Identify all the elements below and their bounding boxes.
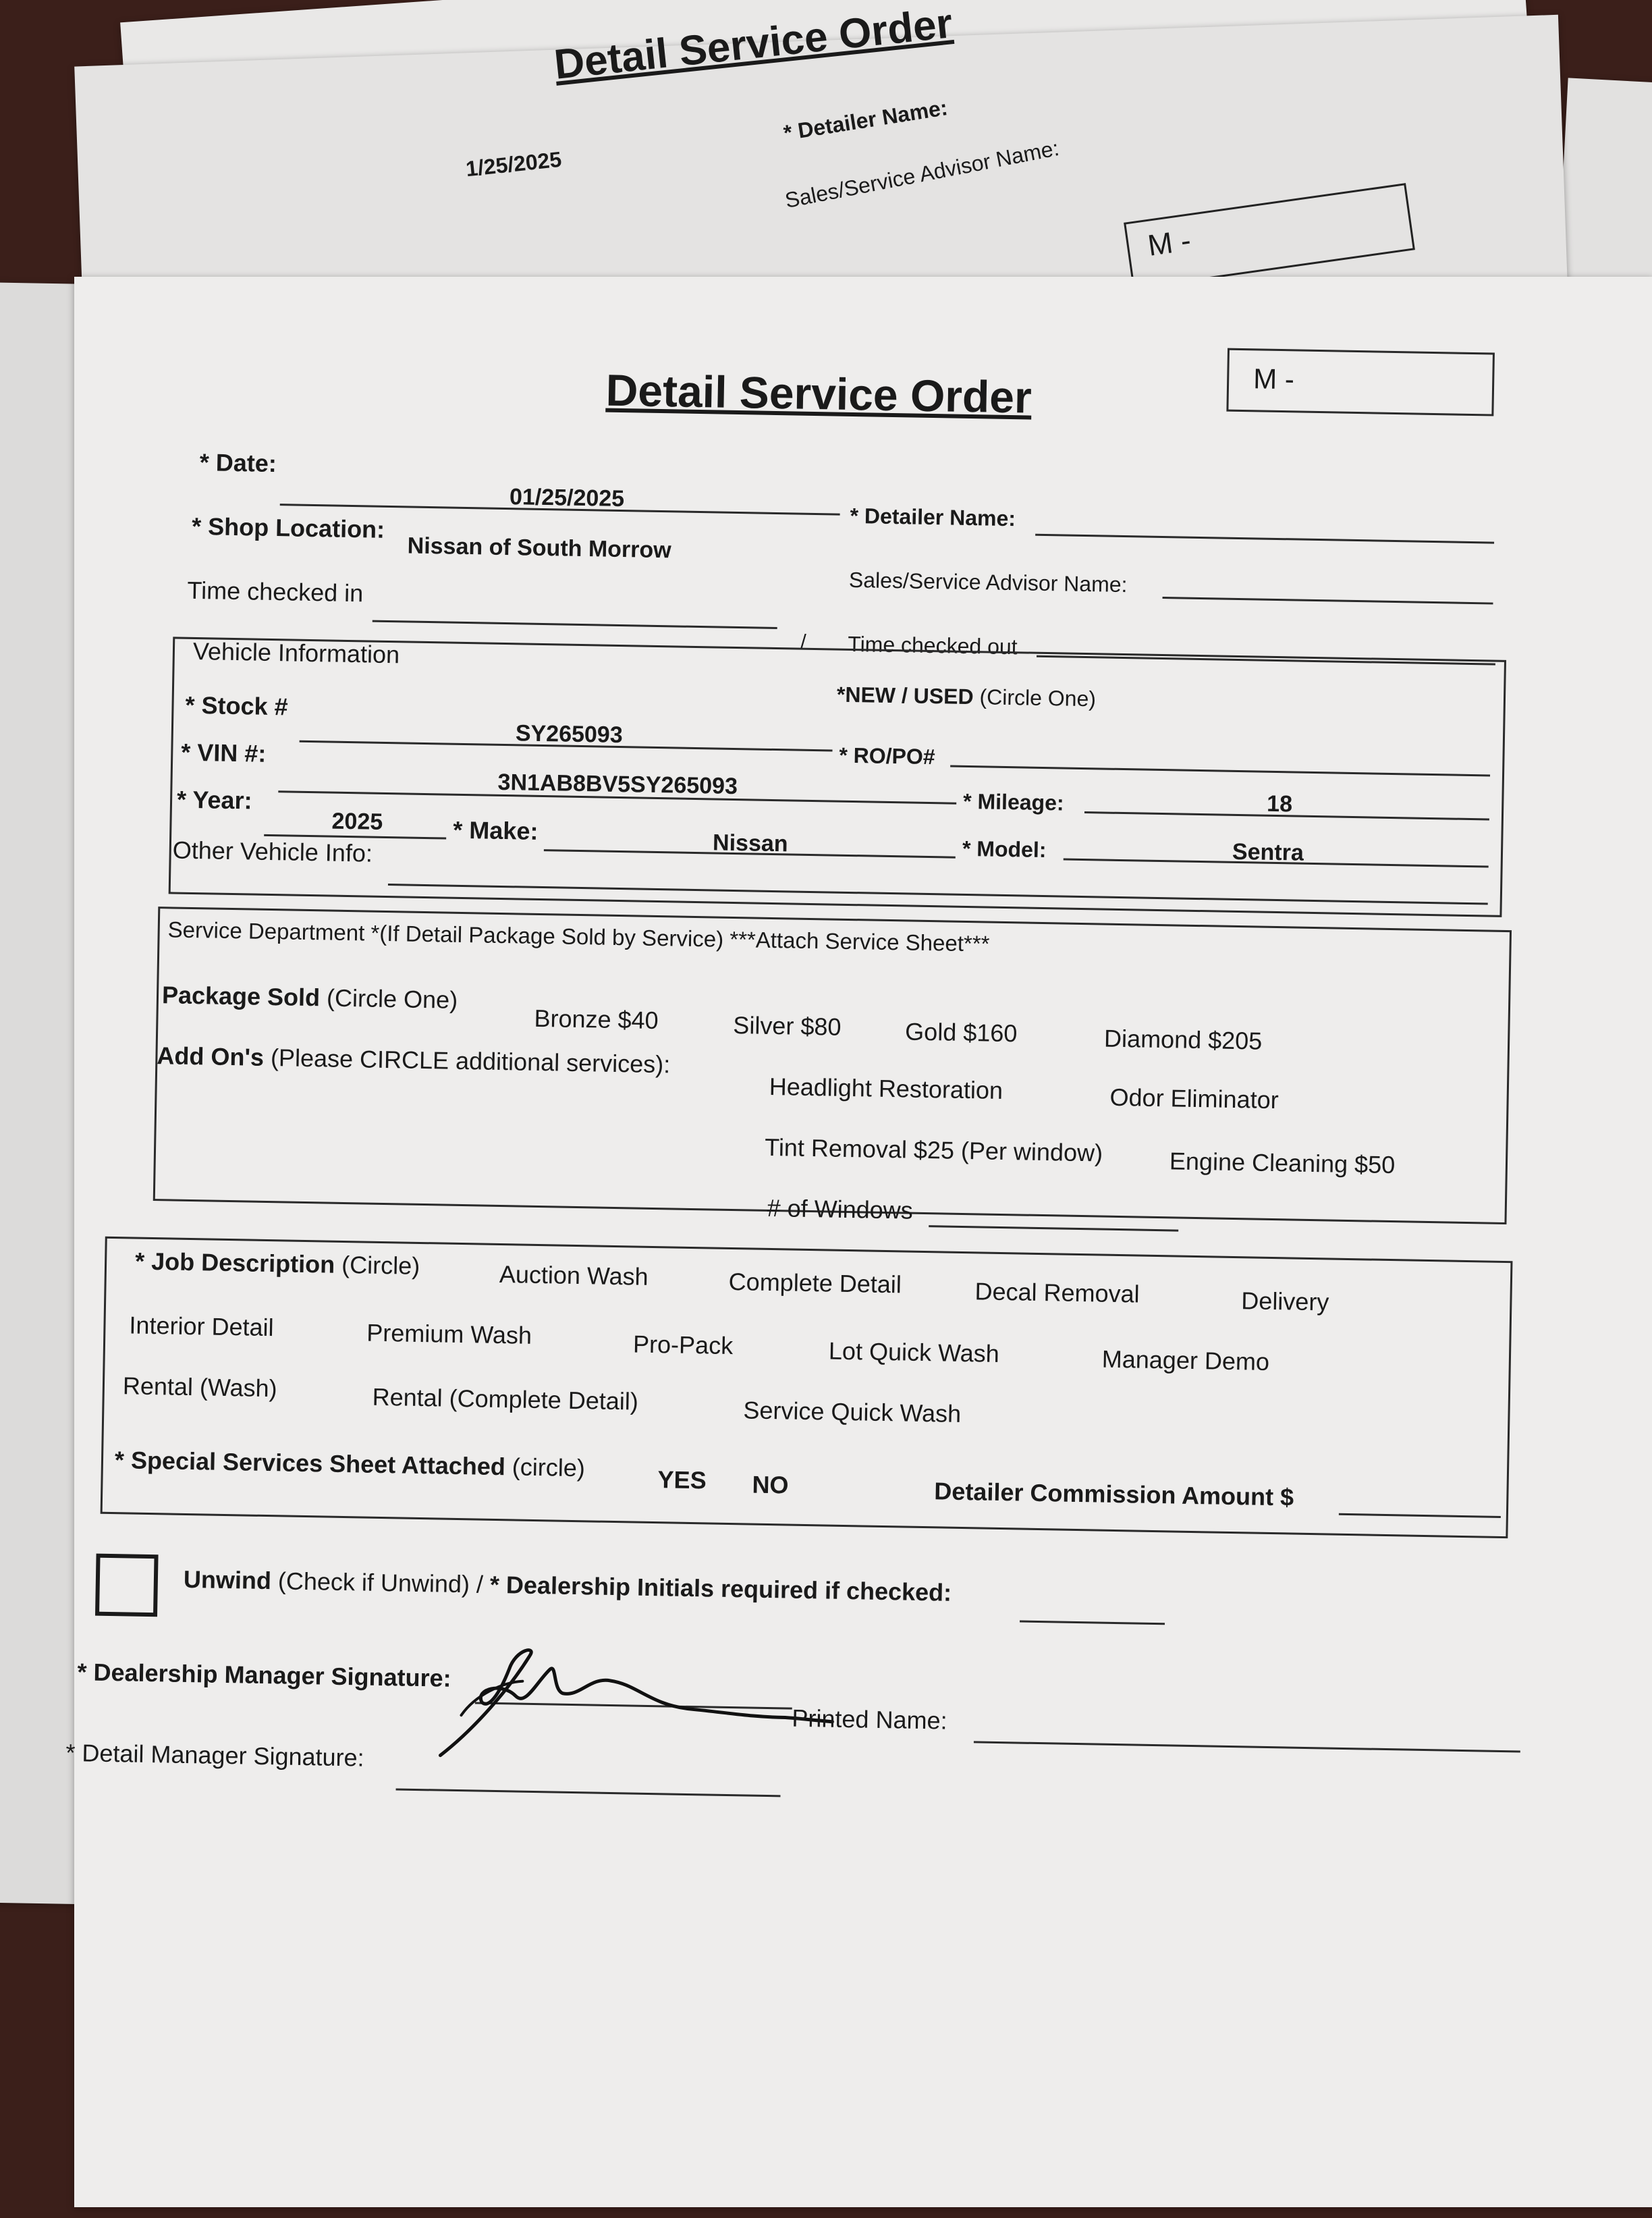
m-number-box[interactable]: [1226, 348, 1495, 416]
unwind-hint: (Check if Unwind) /: [277, 1567, 484, 1598]
special-services-yes[interactable]: YES: [657, 1465, 707, 1494]
mileage-value: 18: [1266, 790, 1293, 817]
printed-name-field[interactable]: [974, 1741, 1520, 1752]
m-number-label: M -: [1252, 362, 1295, 396]
unwind-label: [184, 1565, 952, 1607]
vehicle-information-box: [169, 637, 1506, 917]
shop-location-value: Nissan of South Morrow: [407, 533, 671, 564]
make-value: Nissan: [712, 830, 788, 857]
job-option-delivery[interactable]: Delivery: [1241, 1287, 1329, 1316]
advisor-name-label: Sales/Service Advisor Name:: [848, 567, 1128, 597]
job-description-label: [135, 1247, 420, 1280]
job-description-hint: (Circle): [341, 1250, 420, 1280]
date-value: 01/25/2025: [509, 484, 625, 512]
job-option-decal-removal[interactable]: Decal Removal: [974, 1277, 1140, 1308]
package-sold-title: Package Sold: [161, 981, 321, 1012]
year-value: 2025: [331, 808, 383, 835]
form-title: Detail Service Order: [605, 364, 1032, 423]
other-vehicle-info-label: Other Vehicle Info:: [172, 836, 373, 867]
vehicle-info-heading: Vehicle Information: [192, 637, 400, 669]
job-option-pro-pack[interactable]: Pro-Pack: [632, 1330, 734, 1360]
new-used-label: *NEW / USED: [836, 682, 974, 709]
package-sold-hint: (Circle One): [326, 983, 458, 1014]
vin-label: * VIN #:: [180, 738, 267, 767]
model-value: Sentra: [1232, 838, 1304, 866]
package-option-bronze[interactable]: Bronze $40: [534, 1004, 659, 1035]
background-form-title: Detail Service Order: [552, 0, 955, 88]
background-advisor-label: Sales/Service Advisor Name:: [783, 135, 1062, 213]
special-services-title: * Special Services Sheet Attached: [114, 1446, 506, 1481]
background-m-box: M -: [1124, 183, 1415, 290]
dealership-manager-signature-label: * Dealership Manager Signature:: [77, 1658, 451, 1692]
addon-engine-cleaning[interactable]: Engine Cleaning $50: [1169, 1147, 1396, 1179]
background-detailer-label: * Detailer Name:: [781, 95, 949, 145]
special-services-no[interactable]: NO: [752, 1470, 789, 1499]
job-option-service-quick-wash[interactable]: Service Quick Wash: [743, 1396, 962, 1428]
unwind-checkbox[interactable]: [95, 1554, 159, 1617]
vin-value: 3N1AB8BV5SY265093: [497, 769, 738, 800]
dealership-initials-field[interactable]: [1020, 1621, 1165, 1625]
add-ons-title: Add On's: [157, 1042, 265, 1071]
job-option-lot-quick-wash[interactable]: Lot Quick Wash: [828, 1336, 1000, 1368]
detailer-name-label: * Detailer Name:: [850, 503, 1016, 531]
job-option-complete-detail[interactable]: Complete Detail: [728, 1267, 902, 1299]
printed-name-label: Printed Name:: [792, 1704, 947, 1735]
make-label: * Make:: [453, 815, 539, 845]
shop-location-label: * Shop Location:: [191, 512, 385, 543]
package-option-gold[interactable]: Gold $160: [904, 1017, 1018, 1048]
add-ons-hint: (Please CIRCLE additional services):: [270, 1044, 671, 1079]
unwind-title: Unwind: [183, 1565, 272, 1595]
time-in-label: Time checked in: [187, 576, 364, 607]
windows-count-label: # of Windows: [767, 1193, 914, 1224]
ropo-label: * RO/PO#: [839, 742, 935, 769]
time-separator: /: [800, 630, 806, 653]
stock-label: * Stock #: [185, 691, 288, 721]
job-option-manager-demo[interactable]: Manager Demo: [1101, 1345, 1270, 1376]
time-in-field[interactable]: [373, 620, 777, 629]
package-sold-label: [162, 981, 458, 1015]
job-option-auction-wash[interactable]: Auction Wash: [499, 1260, 649, 1291]
unwind-initials-label: * Dealership Initials required if checked:: [489, 1570, 952, 1606]
new-used-selector[interactable]: [837, 682, 1097, 712]
stock-value: SY265093: [515, 720, 624, 749]
detail-manager-signature-label: * Detail Manager Signature:: [65, 1738, 364, 1772]
advisor-name-field[interactable]: [1163, 597, 1493, 605]
model-label: * Model:: [962, 836, 1047, 863]
handwritten-signature: [433, 1640, 840, 1768]
time-out-label: Time checked out: [847, 631, 1018, 659]
addon-odor-eliminator[interactable]: Odor Eliminator: [1109, 1083, 1279, 1114]
job-option-rental-complete-detail[interactable]: Rental (Complete Detail): [372, 1382, 639, 1415]
job-option-rental-wash[interactable]: Rental (Wash): [122, 1372, 277, 1403]
job-option-interior-detail[interactable]: Interior Detail: [129, 1311, 274, 1342]
package-option-silver[interactable]: Silver $80: [733, 1011, 842, 1041]
mileage-label: * Mileage:: [962, 788, 1064, 815]
detail-manager-signature-field[interactable]: [396, 1788, 781, 1797]
new-used-hint: (Circle One): [979, 684, 1097, 711]
job-description-title: * Job Description: [134, 1247, 335, 1278]
special-services-hint: (circle): [512, 1453, 586, 1482]
job-option-premium-wash[interactable]: Premium Wash: [366, 1318, 532, 1349]
package-option-diamond[interactable]: Diamond $205: [1103, 1024, 1263, 1055]
background-date-fragment: 1/25/2025: [464, 146, 563, 182]
addon-tint-removal[interactable]: Tint Removal $25 (Per window): [764, 1133, 1103, 1167]
addon-headlight-restoration[interactable]: Headlight Restoration: [769, 1072, 1003, 1104]
year-label: * Year:: [176, 785, 252, 815]
windows-count-field[interactable]: [929, 1225, 1178, 1231]
date-label: * Date:: [199, 448, 277, 478]
service-department-heading: Service Department *(If Detail Package Sold by Service) ***Attach Service Sheet***: [167, 917, 990, 956]
commission-label: Detailer Commission Amount $: [934, 1477, 1294, 1511]
detailer-name-field[interactable]: [1035, 534, 1494, 544]
